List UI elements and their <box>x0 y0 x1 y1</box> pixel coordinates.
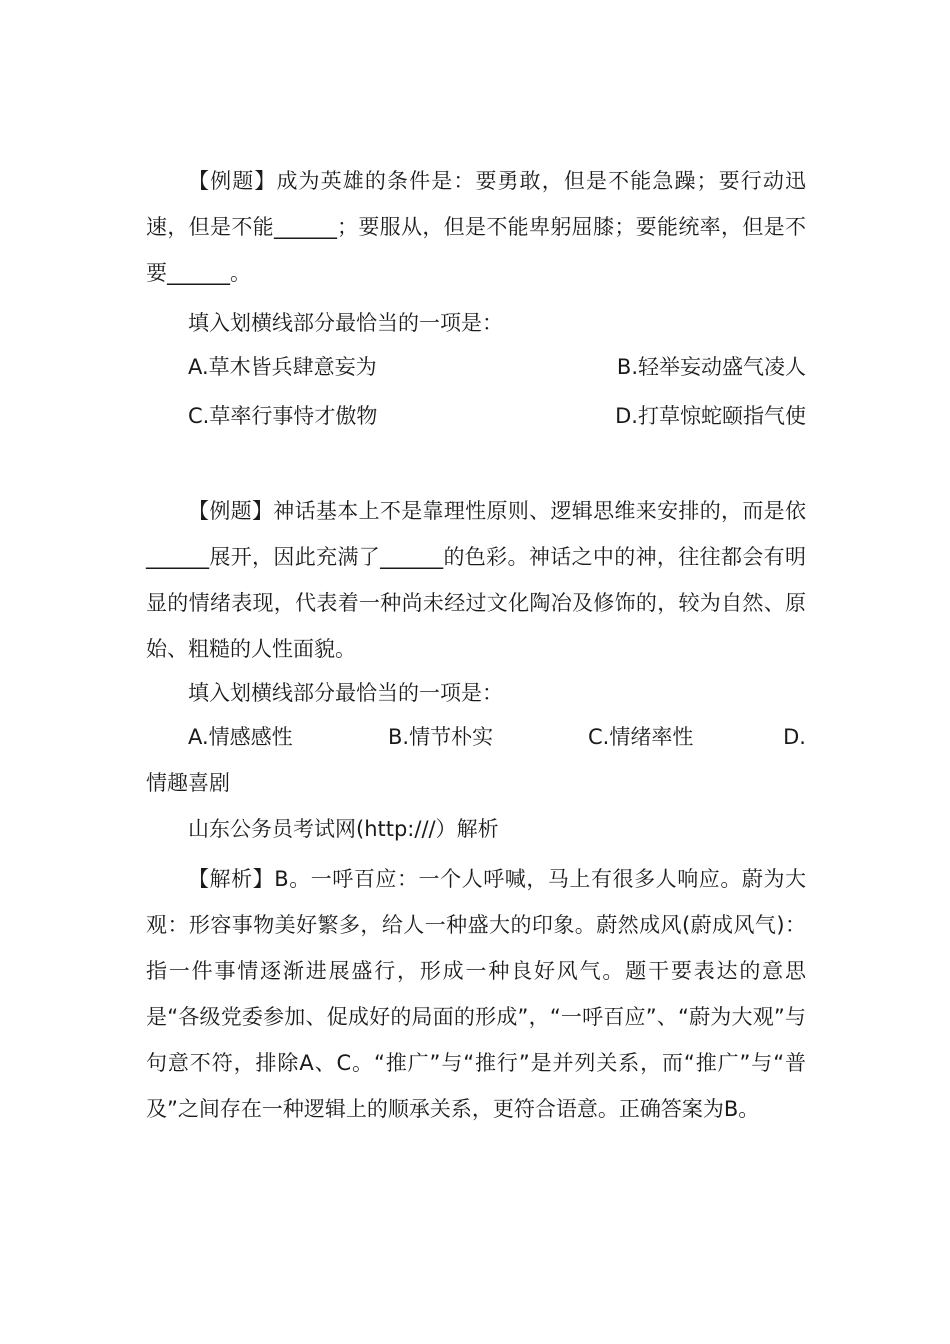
question1-prompt: 填入划横线部分最恰当的一项是： <box>188 311 503 335</box>
question2-stem: 【例题】神话基本上不是靠理性原则、逻辑思维来安排的，而是依______展开，因此充满了______的色彩。神话之中的神，往往都会有明显的情绪表现，代表着一种尚未经过文化陶冶及修饰的，较为自然、原始、粗糙的人性面貌。 <box>146 499 806 661</box>
question1-option-a: A.草木皆兵肆意妄为 <box>188 355 377 379</box>
question2-prompt: 填入划横线部分最恰当的一项是： <box>188 681 503 705</box>
question2-option-d-text: 情趣喜剧 <box>146 771 230 795</box>
analysis-paragraph: 【解析】B。一呼百应：一个人呼喊，马上有很多人响应。蔚为大观：形容事物美好繁多，给人一种盛大的印象。蔚然成风(蔚成风气)：指一件事情逐渐进展盛行，形成一种良好风气。题干要表达的意思是“各级党委参加、促成好的局面的形成”，“一呼百应”、“蔚为大观”与句意不符，排除A、C。“推广”与“推行”是并列关系，而“推广”与“普及”之间存在一种逻辑上的顺承关系，更符合语意。正确答案为B。 <box>146 867 806 1121</box>
question2-option-c: C.情绪率性 <box>588 725 694 749</box>
question1-option-d: D.打草惊蛇颐指气使 <box>615 404 806 428</box>
question1-stem: 【例题】成为英雄的条件是：要勇敢，但是不能急躁；要行动迅速，但是不能______；要服从，但是不能卑躬屈膝；要能统率，但是不要______。 <box>146 169 806 285</box>
question1-option-b: B.轻举妄动盛气凌人 <box>616 355 806 379</box>
question2-option-d-label: D. <box>783 725 806 749</box>
question2-option-a: A.情感感性 <box>188 725 293 749</box>
question2-option-b: B.情节朴实 <box>388 725 494 749</box>
source-line: 山东公务员考试网(http:///）解析 <box>188 817 499 841</box>
question1-option-c: C.草率行事恃才傲物 <box>188 404 378 428</box>
